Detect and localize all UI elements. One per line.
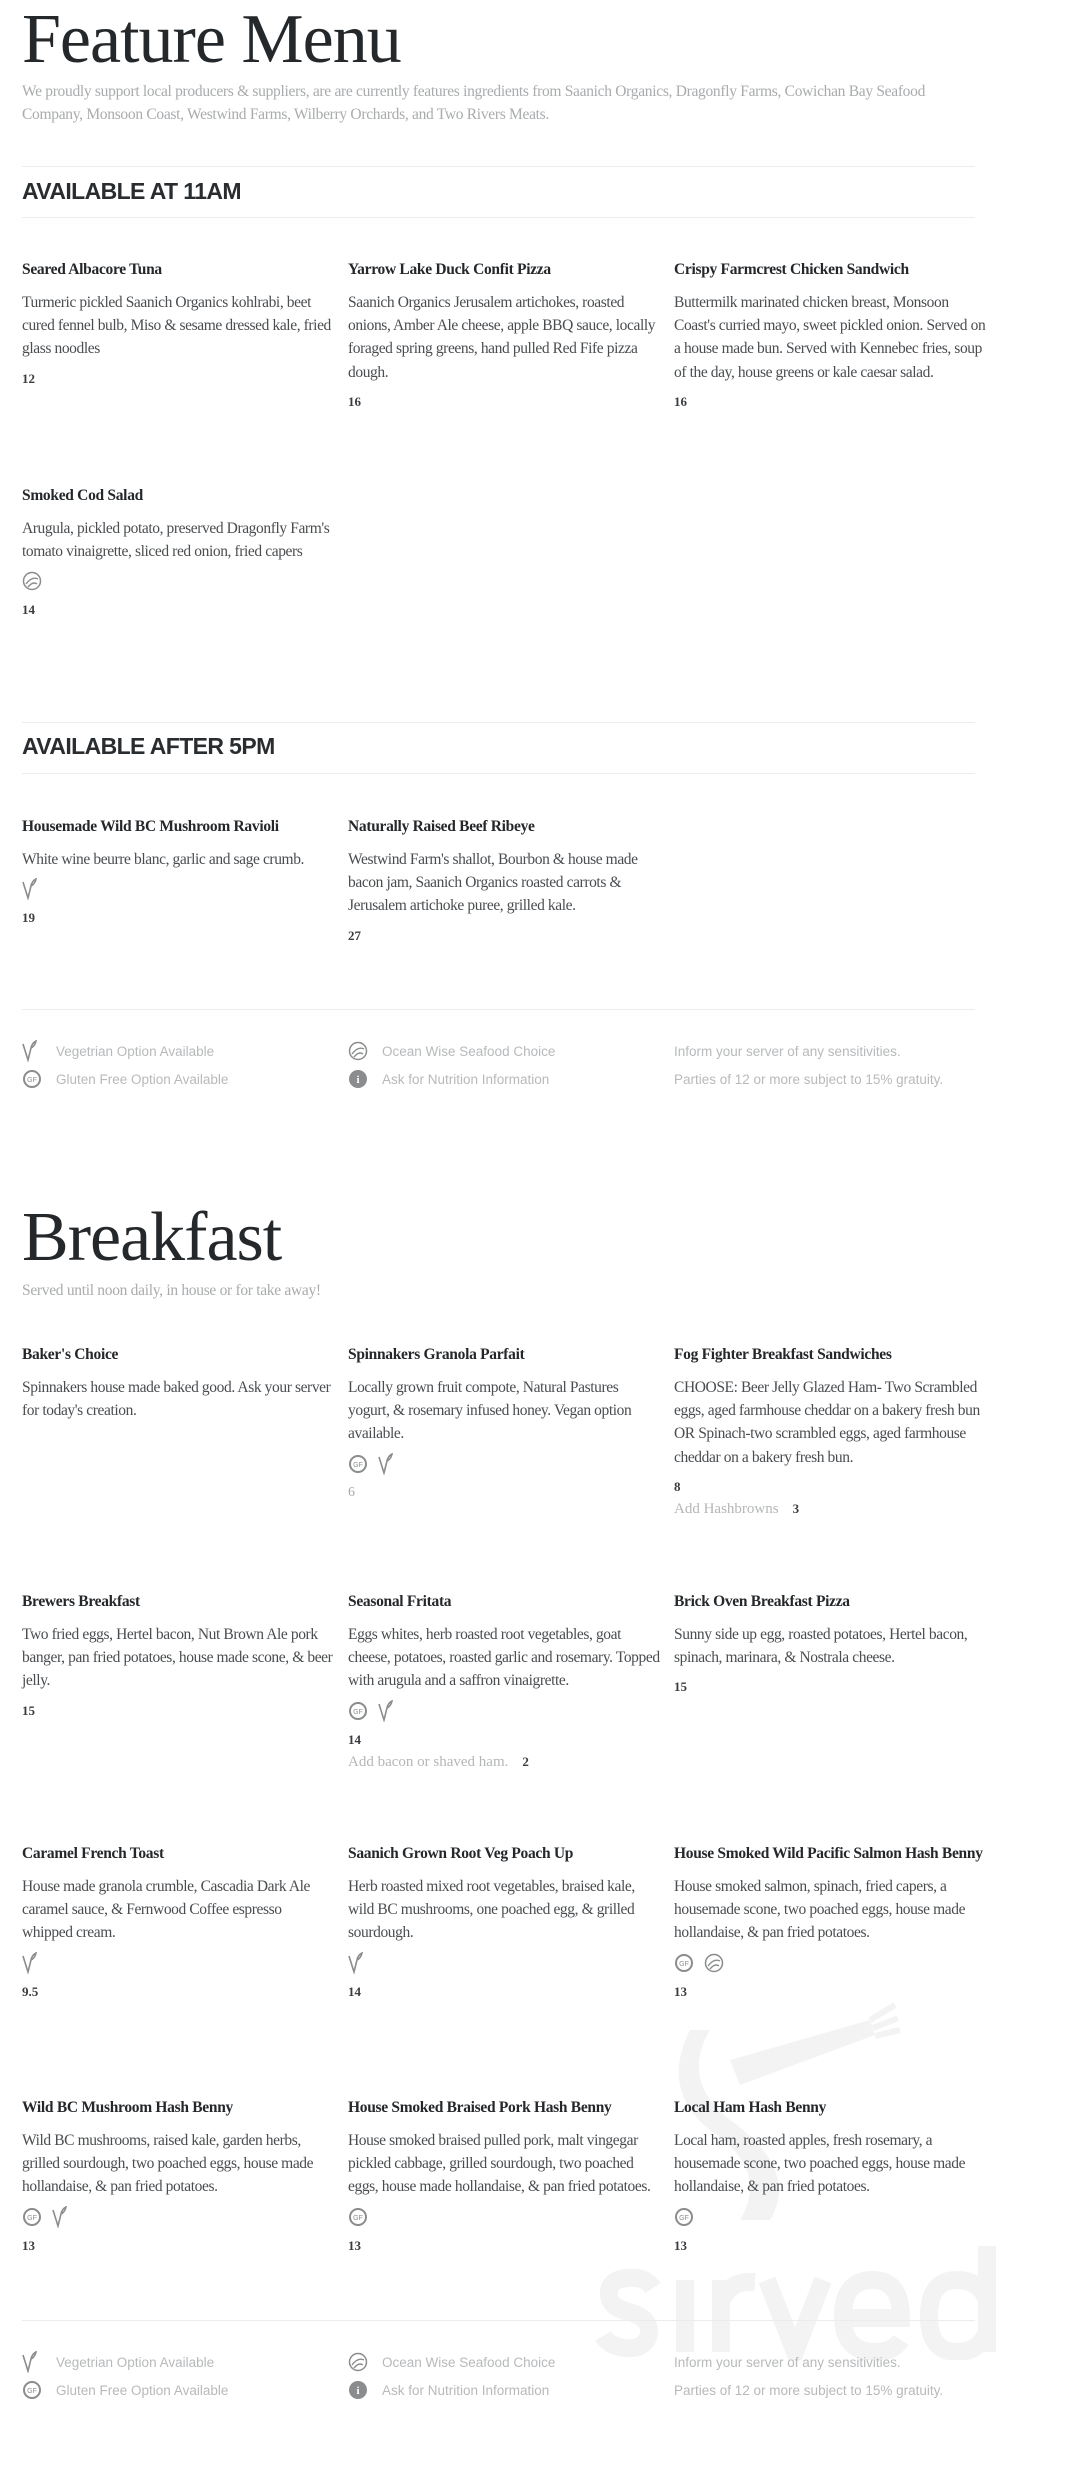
item-price: 16 xyxy=(348,393,361,409)
item-dietary-icons xyxy=(348,2206,660,2228)
nutrition-info-icon xyxy=(348,2379,370,2401)
divider xyxy=(22,1009,975,1010)
item-name: Smoked Cod Salad xyxy=(22,487,143,504)
item-price: 13 xyxy=(22,2237,35,2253)
item-price: 15 xyxy=(22,1702,35,1718)
svg-text:GF: GF xyxy=(27,1077,37,1084)
gluten-free-icon xyxy=(22,2207,42,2227)
vegetarian-icon xyxy=(22,878,38,900)
item-dietary-icons xyxy=(22,878,334,900)
item-name: House Smoked Braised Pork Hash Benny xyxy=(348,2099,612,2116)
item-description: Saanich Organics Jerusalem artichokes, roasted onions, Amber Ale cheese, apple BBQ sauce, locally foraged spring greens, hand pulled Red Fife pizza dough. xyxy=(348,294,656,381)
item-name: Seasonal Fritata xyxy=(348,1593,452,1610)
legend-label: Ask for Nutrition Information xyxy=(382,1071,550,1087)
item-price: 13 xyxy=(674,2237,687,2253)
item-dietary-icons xyxy=(348,1952,660,1974)
item-dietary-icons xyxy=(674,1952,986,1974)
svg-text:GF: GF xyxy=(353,2214,363,2222)
ocean-wise-icon xyxy=(22,570,42,592)
divider xyxy=(22,722,975,723)
gluten-free-icon xyxy=(674,2207,694,2227)
item-description: House smoked salmon, spinach, fried capers, a housemade scone, two poached eggs, house made hollandaise, & pan fried potatoes. xyxy=(674,1878,966,1942)
gluten-free-icon xyxy=(348,1454,368,1474)
intro-text: We proudly support local producers & suppliers, are are currently features ingredients from Saanich Organics, Dragonfly Farms, Cowichan Bay Seafood Company, Monsoon Coast, Westwind Farms, Wilberry Orchards, and Two Rivers Meats. xyxy=(22,83,926,123)
legend-label: Vegetrian Option Available xyxy=(56,1043,215,1059)
svg-text:GF: GF xyxy=(353,1708,363,1716)
vegetarian-icon xyxy=(52,2206,68,2228)
item-name: Fog Fighter Breakfast Sandwiches xyxy=(674,1346,892,1363)
legend-label: Gluten Free Option Available xyxy=(56,2382,229,2398)
item-name: Yarrow Lake Duck Confit Pizza xyxy=(348,261,551,278)
divider xyxy=(22,217,975,218)
nutrition-info-icon xyxy=(348,1068,370,1090)
vegetarian-icon xyxy=(378,1453,394,1475)
svg-text:GF: GF xyxy=(679,1960,689,1968)
menu-item xyxy=(348,259,660,410)
legend-entry xyxy=(348,1065,674,1093)
gluten-free-icon xyxy=(348,1701,368,1721)
item-description: Spinnakers house made baked good. Ask your server for today's creation. xyxy=(22,1379,331,1420)
item-price: 9.5 xyxy=(22,1983,39,1999)
item-price: 16 xyxy=(674,393,687,409)
item-dietary-icons xyxy=(22,570,334,592)
item-dietary-icons xyxy=(22,2206,334,2228)
item-description: Turmeric pickled Saanich Organics kohlrabi, beet cured fennel bulb, Miso & sesame dressed kale, fried glass noodles xyxy=(22,294,331,358)
menu-row xyxy=(22,1843,1022,2000)
item-price: 12 xyxy=(22,370,35,386)
addon-label: Add bacon or shaved ham. xyxy=(348,1753,509,1770)
legend-column xyxy=(674,2348,1000,2404)
item-price: 14 xyxy=(22,602,35,618)
legend-entry xyxy=(674,2348,1000,2376)
item-name: Saanich Grown Root Veg Poach Up xyxy=(348,1845,574,1862)
menu-row xyxy=(22,1344,1022,1519)
legend-entry xyxy=(22,1065,348,1093)
legend-entry xyxy=(22,2376,348,2404)
item-price: 14 xyxy=(348,1983,361,1999)
section-heading-11am: AVAILABLE AT 11AM xyxy=(22,178,241,204)
menu-item xyxy=(348,2097,660,2254)
item-addon xyxy=(348,1752,660,1772)
menu-item xyxy=(22,816,334,944)
item-description: House smoked braised pulled pork, malt vingegar pickled cabbage, grilled sourdough, two poached eggs, house made hollandaise, & pan fried potatoes. xyxy=(348,2132,651,2196)
legend-label: Vegetrian Option Available xyxy=(56,2354,215,2370)
legend-column xyxy=(348,2348,674,2404)
item-description: Sunny side up egg, roasted potatoes, Hertel bacon, spinach, marinara, & Nostrala cheese. xyxy=(674,1626,968,1667)
menu-item xyxy=(348,1843,660,2000)
item-name: Naturally Raised Beef Ribeye xyxy=(348,818,535,835)
menu-item xyxy=(22,485,334,618)
divider xyxy=(22,166,975,167)
menu-item xyxy=(674,1591,986,1772)
legend-entry xyxy=(348,2348,674,2376)
item-dietary-icons xyxy=(674,2206,986,2228)
item-name: Caramel French Toast xyxy=(22,1845,164,1862)
item-price: 27 xyxy=(348,927,361,943)
svg-text:GF: GF xyxy=(353,1461,363,1469)
divider xyxy=(22,773,975,774)
item-name: Brewers Breakfast xyxy=(22,1593,140,1610)
menu-item xyxy=(22,1843,334,2000)
item-description: Local ham, roasted apples, fresh rosemary, a housemade scone, two poached eggs, house made hollandaise, & pan fried potatoes. xyxy=(674,2132,966,2196)
item-description: Arugula, pickled potato, preserved Dragonfly Farm's tomato vinaigrette, sliced red onion, fried capers xyxy=(22,520,330,561)
gluten-free-icon xyxy=(674,1953,694,1973)
item-dietary-icons xyxy=(22,1952,334,1974)
legend-entry xyxy=(674,1037,1000,1065)
legend-label: Ocean Wise Seafood Choice xyxy=(382,2354,556,2370)
menu-item xyxy=(22,2097,334,2254)
item-price: 15 xyxy=(674,1679,687,1695)
item-description: Eggs whites, herb roasted root vegetables, goat cheese, potatoes, roasted garlic and rosemary. Topped with arugula and a saffron vinaigrette. xyxy=(348,1626,660,1690)
legend-column xyxy=(348,1037,674,1093)
legend xyxy=(22,2348,1002,2404)
legend-column xyxy=(22,1037,348,1093)
sirved-watermark-logo xyxy=(595,2237,1005,2365)
item-addon xyxy=(674,1499,986,1519)
menu-item xyxy=(674,2097,986,2254)
menu-row xyxy=(22,1591,1022,1772)
gluten-free-icon xyxy=(22,2380,44,2400)
legend-label: Ask for Nutrition Information xyxy=(382,2382,550,2398)
legend-entry xyxy=(674,2376,1000,2404)
item-name: House Smoked Wild Pacific Salmon Hash Benny xyxy=(674,1845,983,1862)
divider xyxy=(22,2320,975,2321)
menu-row xyxy=(22,259,1022,410)
svg-text:i: i xyxy=(356,2385,360,2397)
menu-item xyxy=(348,1344,660,1519)
addon-label: Add Hashbrowns xyxy=(674,1500,779,1517)
item-name: Housemade Wild BC Mushroom Ravioli xyxy=(22,818,279,835)
legend-entry xyxy=(22,2348,348,2376)
item-price: 13 xyxy=(674,1983,687,1999)
item-description: White wine beurre blanc, garlic and sage crumb. xyxy=(22,851,305,868)
item-description: Two fried eggs, Hertel bacon, Nut Brown Ale pork banger, pan fried potatoes, house made scone, & beer jelly. xyxy=(22,1626,333,1690)
item-price: 14 xyxy=(348,1731,361,1747)
menu-item xyxy=(674,1344,986,1519)
item-name: Brick Oven Breakfast Pizza xyxy=(674,1593,850,1610)
addon-price: 2 xyxy=(522,1753,529,1769)
item-description: Wild BC mushrooms, raised kale, garden herbs, grilled sourdough, two poached eggs, house made hollandaise, & pan fried potatoes. xyxy=(22,2132,314,2196)
item-description: Herb roasted mixed root vegetables, braised kale, wild BC mushrooms, one poached egg, & grilled sourdough. xyxy=(348,1878,635,1942)
menu-row xyxy=(22,485,1022,618)
vegetarian-icon xyxy=(22,1040,44,1062)
item-name: Wild BC Mushroom Hash Benny xyxy=(22,2099,233,2116)
legend-entry xyxy=(348,1037,674,1065)
ocean-wise-icon xyxy=(704,1952,724,1974)
legend-label: Ocean Wise Seafood Choice xyxy=(382,1043,556,1059)
legend-entry xyxy=(674,1065,1000,1093)
item-description: Locally grown fruit compote, Natural Pastures yogurt, & rosemary infused honey. Vegan option available. xyxy=(348,1379,632,1443)
vegetarian-icon xyxy=(348,1952,364,1974)
svg-text:GF: GF xyxy=(679,2214,689,2222)
menu-item xyxy=(22,259,334,410)
item-name: Spinnakers Granola Parfait xyxy=(348,1346,525,1363)
item-description: Buttermilk marinated chicken breast, Monsoon Coast's curried mayo, sweet pickled onion. Served on a house made bun. Served with Kennebec fries, soup of the day, house greens or kale caesar salad. xyxy=(674,294,986,381)
legend-column xyxy=(22,2348,348,2404)
legend-entry xyxy=(348,2376,674,2404)
addon-price: 3 xyxy=(792,1500,800,1516)
legend-column xyxy=(674,1037,1000,1093)
menu-row xyxy=(22,2097,1022,2254)
breakfast-title: Breakfast xyxy=(22,1199,282,1276)
item-description: House made granola crumble, Cascadia Dark Ale caramel sauce, & Fernwood Coffee espresso whipped cream. xyxy=(22,1878,311,1942)
menu-item xyxy=(22,1591,334,1772)
vegetarian-icon xyxy=(378,1700,394,1722)
breakfast-subtitle: Served until noon daily, in house or for take away! xyxy=(22,1282,321,1299)
item-name: Local Ham Hash Benny xyxy=(674,2099,827,2116)
ocean-wise-icon xyxy=(348,1040,370,1062)
legend-label: Gluten Free Option Available xyxy=(56,1071,229,1087)
legend-entry xyxy=(22,1037,348,1065)
page-title: Feature Menu xyxy=(22,1,401,78)
menu-item xyxy=(674,1843,986,2000)
item-name: Baker's Choice xyxy=(22,1346,119,1363)
legend-label: Parties of 12 or more subject to 15% gratuity. xyxy=(674,1071,944,1087)
section-heading-5pm: AVAILABLE AFTER 5PM xyxy=(22,733,275,759)
legend-label: Inform your server of any sensitivities. xyxy=(674,1043,901,1059)
svg-text:i: i xyxy=(356,1074,360,1086)
item-dietary-icons xyxy=(348,1700,660,1722)
item-price: 19 xyxy=(22,910,35,926)
menu-row xyxy=(22,816,1022,944)
svg-text:GF: GF xyxy=(27,2214,37,2222)
item-name: Seared Albacore Tuna xyxy=(22,261,162,278)
item-name: Crispy Farmcrest Chicken Sandwich xyxy=(674,261,909,278)
item-description: CHOOSE: Beer Jelly Glazed Ham- Two Scrambled eggs, aged farmhouse cheddar on a bakery fresh bun OR Spinach-two scrambled eggs, aged farmhouse cheddar on a bakery fresh bun. xyxy=(674,1379,980,1466)
menu-item xyxy=(348,1591,660,1772)
menu-item xyxy=(674,259,986,410)
gluten-free-icon xyxy=(348,2207,368,2227)
item-dietary-icons xyxy=(348,1453,660,1475)
legend-label: Parties of 12 or more subject to 15% gratuity. xyxy=(674,2382,944,2398)
item-description: Westwind Farm's shallot, Bourbon & house made bacon jam, Saanich Organics roasted carrots & Jerusalem artichoke puree, grilled kale. xyxy=(348,851,638,915)
item-price: 6 xyxy=(348,1484,355,1500)
vegetarian-icon xyxy=(22,2351,44,2373)
legend-label: Inform your server of any sensitivities. xyxy=(674,2354,901,2370)
vegetarian-icon xyxy=(22,1952,38,1974)
gluten-free-icon xyxy=(22,1069,44,1089)
ocean-wise-icon xyxy=(348,2351,370,2373)
legend xyxy=(22,1037,1002,1093)
item-price: 13 xyxy=(348,2237,361,2253)
menu-item xyxy=(348,816,660,944)
svg-text:GF: GF xyxy=(27,2388,37,2395)
item-price: 8 xyxy=(674,1478,681,1494)
menu-item xyxy=(22,1344,334,1519)
